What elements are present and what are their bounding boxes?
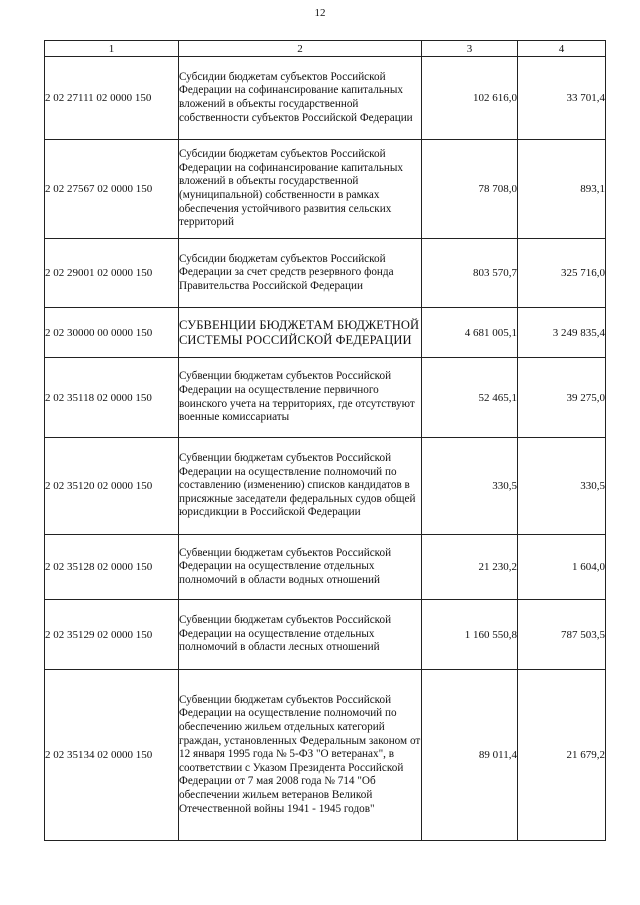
budget-code-cell: 2 02 35128 02 0000 150 [45, 535, 179, 600]
amount-col3-cell: 89 011,4 [422, 670, 518, 841]
amount-col4-cell: 33 701,4 [518, 57, 606, 140]
column-header-4: 4 [518, 41, 606, 57]
budget-code-cell: 2 02 27567 02 0000 150 [45, 140, 179, 239]
page-number: 12 [314, 7, 326, 19]
budget-code-cell: 2 02 35120 02 0000 150 [45, 438, 179, 535]
amount-col4-cell: 21 679,2 [518, 670, 606, 841]
amount-col4-cell: 893,1 [518, 140, 606, 239]
amount-col4-cell: 787 503,5 [518, 600, 606, 670]
column-header-2: 2 [179, 41, 422, 57]
amount-col3-cell: 1 160 550,8 [422, 600, 518, 670]
table-row [45, 438, 606, 535]
amount-col3-cell: 78 708,0 [422, 140, 518, 239]
column-header-1: 1 [45, 41, 179, 57]
header-row [45, 41, 606, 57]
amount-col3-cell: 803 570,7 [422, 239, 518, 308]
amount-col4-cell: 3 249 835,4 [518, 308, 606, 358]
budget-code-cell: 2 02 30000 00 0000 150 [45, 308, 179, 358]
amount-col3-cell: 102 616,0 [422, 57, 518, 140]
budget-code-cell: 2 02 29001 02 0000 150 [45, 239, 179, 308]
amount-col3-cell: 330,5 [422, 438, 518, 535]
amount-col4-cell: 39 275,0 [518, 358, 606, 438]
amount-col3-cell: 21 230,2 [422, 535, 518, 600]
budget-table [44, 40, 606, 841]
description-cell: Субвенции бюджетам субъектов Российской Федерации на осуществление полномочий по обеспечению жильем отдельных категорий граждан, установленных Федеральным законом от 12 января 1995 года № 5-ФЗ "О ветеранах", в соответствии с Указом Президента Российской Федерации от 7 мая 2008 года № 714 "Об обеспечении жильем ветеранов Великой Отечественной войны 1941 - 1945 годов" [179, 670, 422, 841]
description-cell: Субвенции бюджетам субъектов Российской Федерации на осуществление отдельных полномочий в области лесных отношений [179, 600, 422, 670]
description-cell: Субсидии бюджетам субъектов Российской Федерации на софинансирование капитальных вложений в объекты государственной собственности субъектов Российской Федерации [179, 57, 422, 140]
table-row [45, 239, 606, 308]
budget-code-cell: 2 02 35129 02 0000 150 [45, 600, 179, 670]
budget-code-cell: 2 02 35118 02 0000 150 [45, 358, 179, 438]
table-row [45, 57, 606, 140]
description-cell: Субвенции бюджетам субъектов Российской Федерации на осуществление полномочий по составлению (изменению) списков кандидатов в присяжные заседатели федеральных судов общей юрисдикции в Российской Федерации [179, 438, 422, 535]
budget-code-cell: 2 02 27111 02 0000 150 [45, 57, 179, 140]
amount-col3-cell: 52 465,1 [422, 358, 518, 438]
table-row [45, 140, 606, 239]
description-cell: Субсидии бюджетам субъектов Российской Федерации за счет средств резервного фонда Правительства Российской Федерации [179, 239, 422, 308]
table-row [45, 535, 606, 600]
table-row [45, 358, 606, 438]
table-row-section [45, 308, 606, 358]
description-cell: Субвенции бюджетам субъектов Российской Федерации на осуществление отдельных полномочий в области водных отношений [179, 535, 422, 600]
amount-col4-cell: 1 604,0 [518, 535, 606, 600]
amount-col4-cell: 330,5 [518, 438, 606, 535]
amount-col4-cell: 325 716,0 [518, 239, 606, 308]
amount-col3-cell: 4 681 005,1 [422, 308, 518, 358]
table-row [45, 600, 606, 670]
section-title-cell: СУБВЕНЦИИ БЮДЖЕТАМ БЮДЖЕТНОЙ СИСТЕМЫ РОССИЙСКОЙ ФЕДЕРАЦИИ [179, 308, 422, 358]
description-cell: Субвенции бюджетам субъектов Российской Федерации на осуществление первичного воинского учета на территориях, где отсутствуют военные комиссариаты [179, 358, 422, 438]
budget-code-cell: 2 02 35134 02 0000 150 [45, 670, 179, 841]
table-row [45, 670, 606, 841]
column-header-3: 3 [422, 41, 518, 57]
description-cell: Субсидии бюджетам субъектов Российской Федерации на софинансирование капитальных вложений в объекты государственной (муниципальной) собственности в рамках обеспечения устойчивого развития сельских территорий [179, 140, 422, 239]
